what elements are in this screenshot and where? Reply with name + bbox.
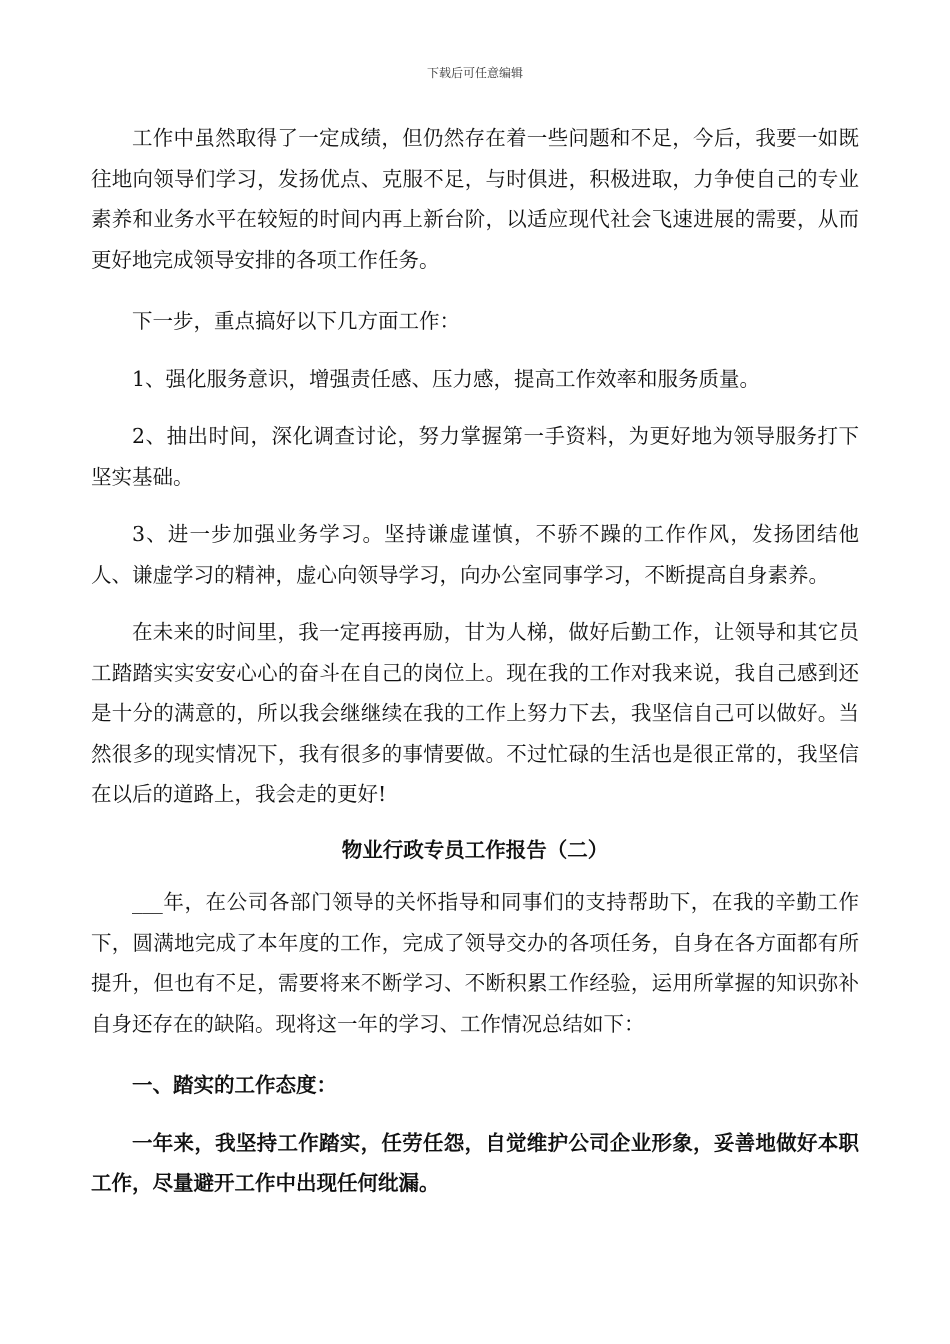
paragraph-next-steps: 下一步，重点搞好以下几方面工作： bbox=[132, 309, 460, 333]
paragraph-item-1: 1、强化服务意识，增强责任感、压力感，提高工作效率和服务质量。 bbox=[132, 366, 761, 391]
paragraph-item-3: 3、进一步加强业务学习。坚持谦虚谨慎，不骄不躁的工作作风，发扬团结他人、谦虚学习的精神，虚心向领导学习，向办公室同事学习，不断提高自身素养。 bbox=[91, 522, 859, 587]
document-body bbox=[91, 118, 859, 1204]
page-header: 下载后可任意编辑 bbox=[426, 66, 523, 80]
paragraph-improvement: 工作中虽然取得了一定成绩，但仍然存在着一些问题和不足，今后，我要一如既往地向领导们学习，发扬优点、克服不足，与时俱进，积极进取，力争使自己的专业素养和业务水平在较短的时间内再上新台阶，以适应现代社会飞速进展的需要，从而更好地完成领导安排的各项工作任务。 bbox=[91, 126, 859, 272]
paragraph-future: 在未来的时间里，我一定再接再励，甘为人梯，做好后勤工作，让领导和其它员工踏踏实实安安心心的奋斗在自己的岗位上。现在我的工作对我来说，我自己感到还是十分的满意的，所以我会继继续在我的工作上努力下去，我坚信自己可以做好。当然很多的现实情况下，我有很多的事情要做。不过忙碌的生活也是很正常的，我坚信在以后的道路上，我会走的更好! bbox=[91, 620, 859, 806]
section-title: 物业行政专员工作报告（二） bbox=[341, 837, 609, 862]
section-body-1: 一年来，我坚持工作踏实，任劳任怨，自觉维护公司企业形象，妥善地做好本职工作，尽量避开工作中出现任何纰漏。 bbox=[91, 1130, 859, 1195]
paragraph-item-2: 2、抽出时间，深化调查讨论，努力掌握第一手资料，为更好地为领导服务打下坚实基础。 bbox=[91, 424, 859, 489]
section-heading-1: 一、踏实的工作态度： bbox=[132, 1073, 337, 1097]
section-intro: ___年，在公司各部门领导的关怀指导和同事们的支持帮助下，在我的辛勤工作下，圆满地完成了本年度的工作，完成了领导交办的各项任务，自身在各方面都有所提升，但也有不足，需要将来不断学习、不断积累工作经验，运用所掌握的知识弥补自身还存在的缺陷。现将这一年的学习、工作情况总结如下： bbox=[91, 890, 859, 1036]
